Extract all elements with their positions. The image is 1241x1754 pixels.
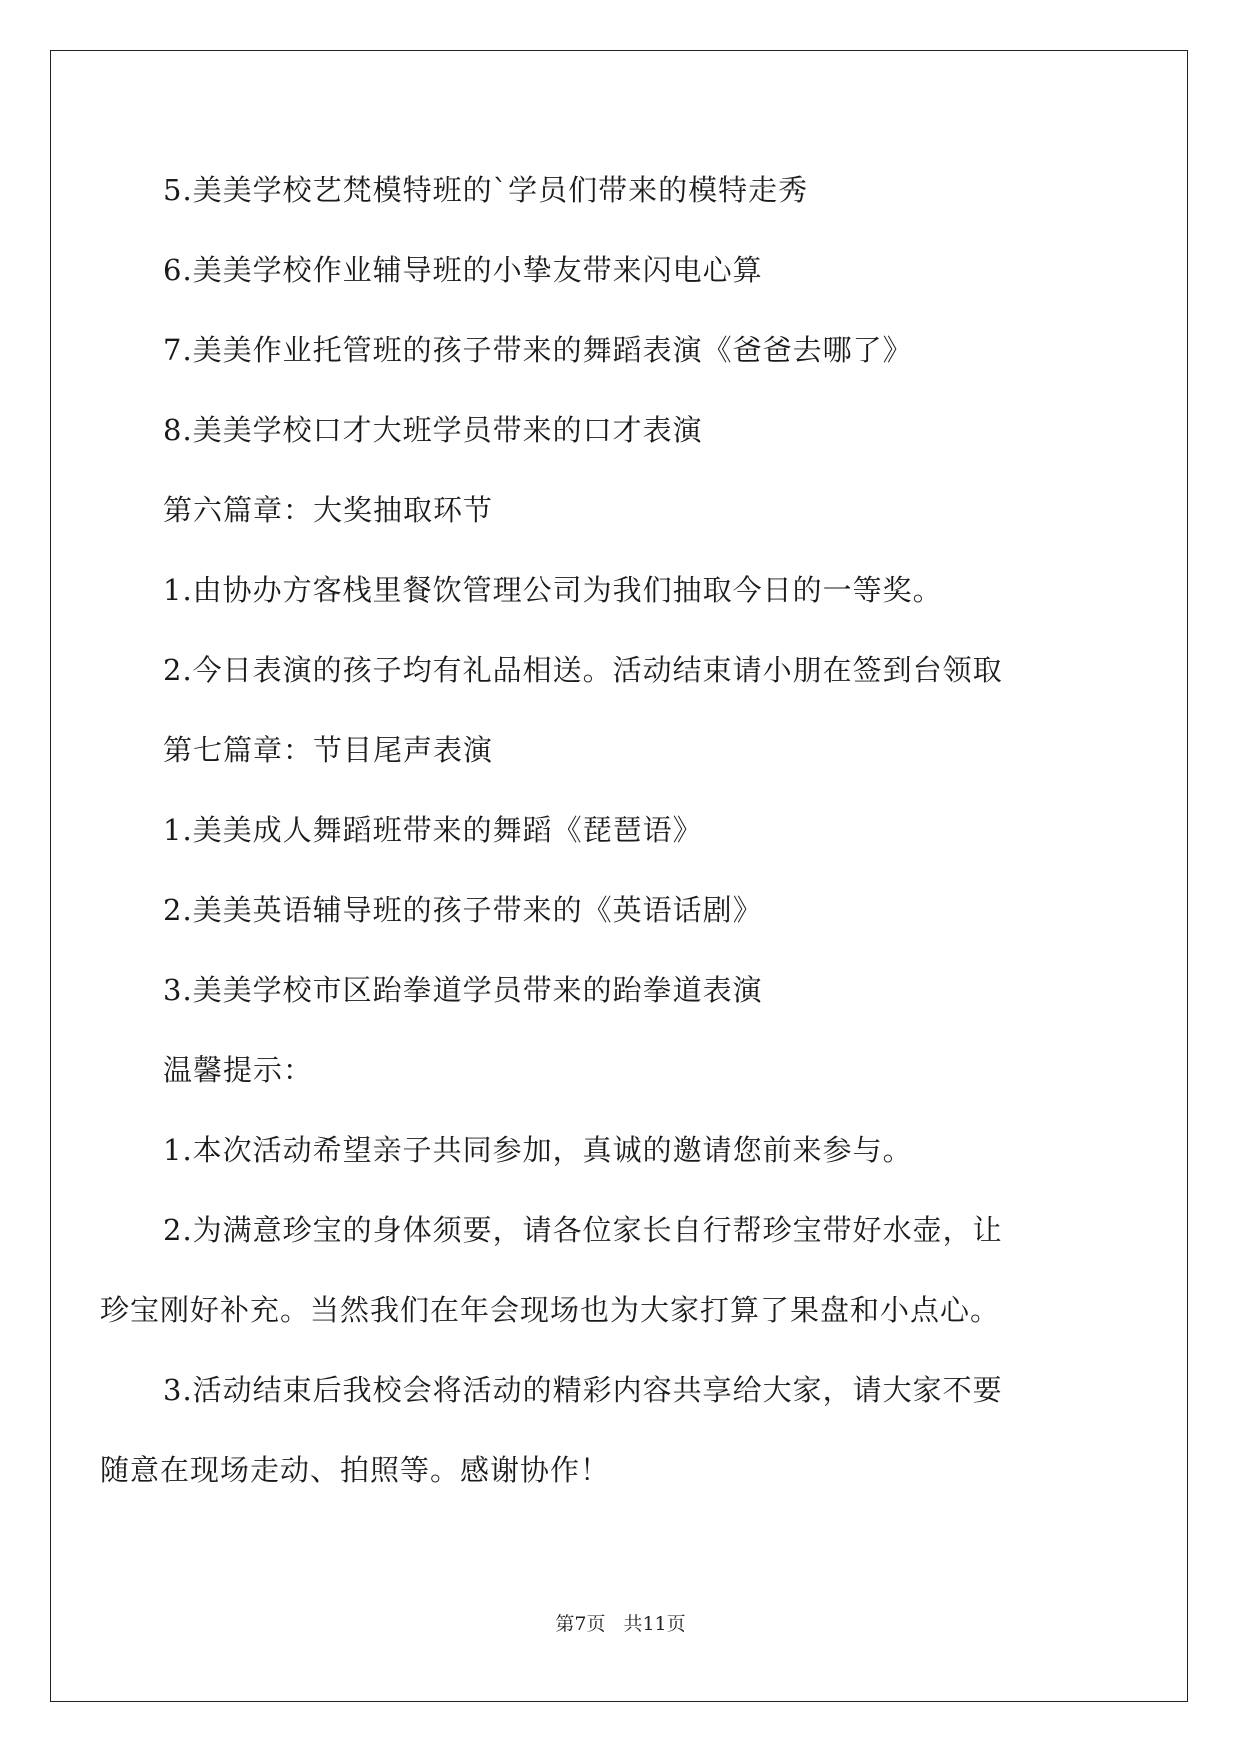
finale-item-3: 3.美美学校市区跆拳道学员带来的跆拳道表演 [163, 973, 763, 1007]
finale-item-2: 2.美美英语辅导班的孩子带来的《英语话剧》 [163, 893, 763, 927]
page-number: 第7页 [555, 1613, 606, 1635]
page-total: 共11页 [623, 1613, 686, 1635]
prize-item-1: 1.由协办方客栈里餐饮管理公司为我们抽取今日的一等奖。 [163, 573, 943, 607]
finale-item-1: 1.美美成人舞蹈班带来的舞蹈《琵琶语》 [163, 813, 703, 847]
tip-item-2-continued: 珍宝刚好补充。当然我们在年会现场也为大家打算了果盘和小点心。 [100, 1293, 1001, 1327]
page-footer [0, 1612, 1241, 1636]
program-item-6: 6.美美学校作业辅导班的小挚友带来闪电心算 [163, 253, 763, 287]
program-item-8: 8.美美学校口才大班学员带来的口才表演 [163, 413, 703, 447]
program-item-7: 7.美美作业托管班的孩子带来的舞蹈表演《爸爸去哪了》 [163, 333, 913, 367]
tip-item-2: 2.为满意珍宝的身体须要，请各位家长自行帮珍宝带好水壶，让 [163, 1213, 1003, 1247]
tip-item-3: 3.活动结束后我校会将活动的精彩内容共享给大家，请大家不要 [163, 1373, 1003, 1407]
chapter-heading-7: 第七篇章：节目尾声表演 [163, 733, 494, 767]
prize-item-2: 2.今日表演的孩子均有礼品相送。活动结束请小朋在签到台领取 [163, 653, 1003, 687]
tip-item-1: 1.本次活动希望亲子共同参加，真诚的邀请您前来参与。 [163, 1133, 913, 1167]
tips-heading: 温馨提示： [163, 1053, 314, 1087]
chapter-heading-6: 第六篇章：大奖抽取环节 [163, 493, 494, 527]
program-item-5: 5.美美学校艺梵模特班的`学员们带来的模特走秀 [163, 173, 809, 207]
tip-item-3-continued: 随意在现场走动、拍照等。感谢协作！ [100, 1453, 611, 1487]
